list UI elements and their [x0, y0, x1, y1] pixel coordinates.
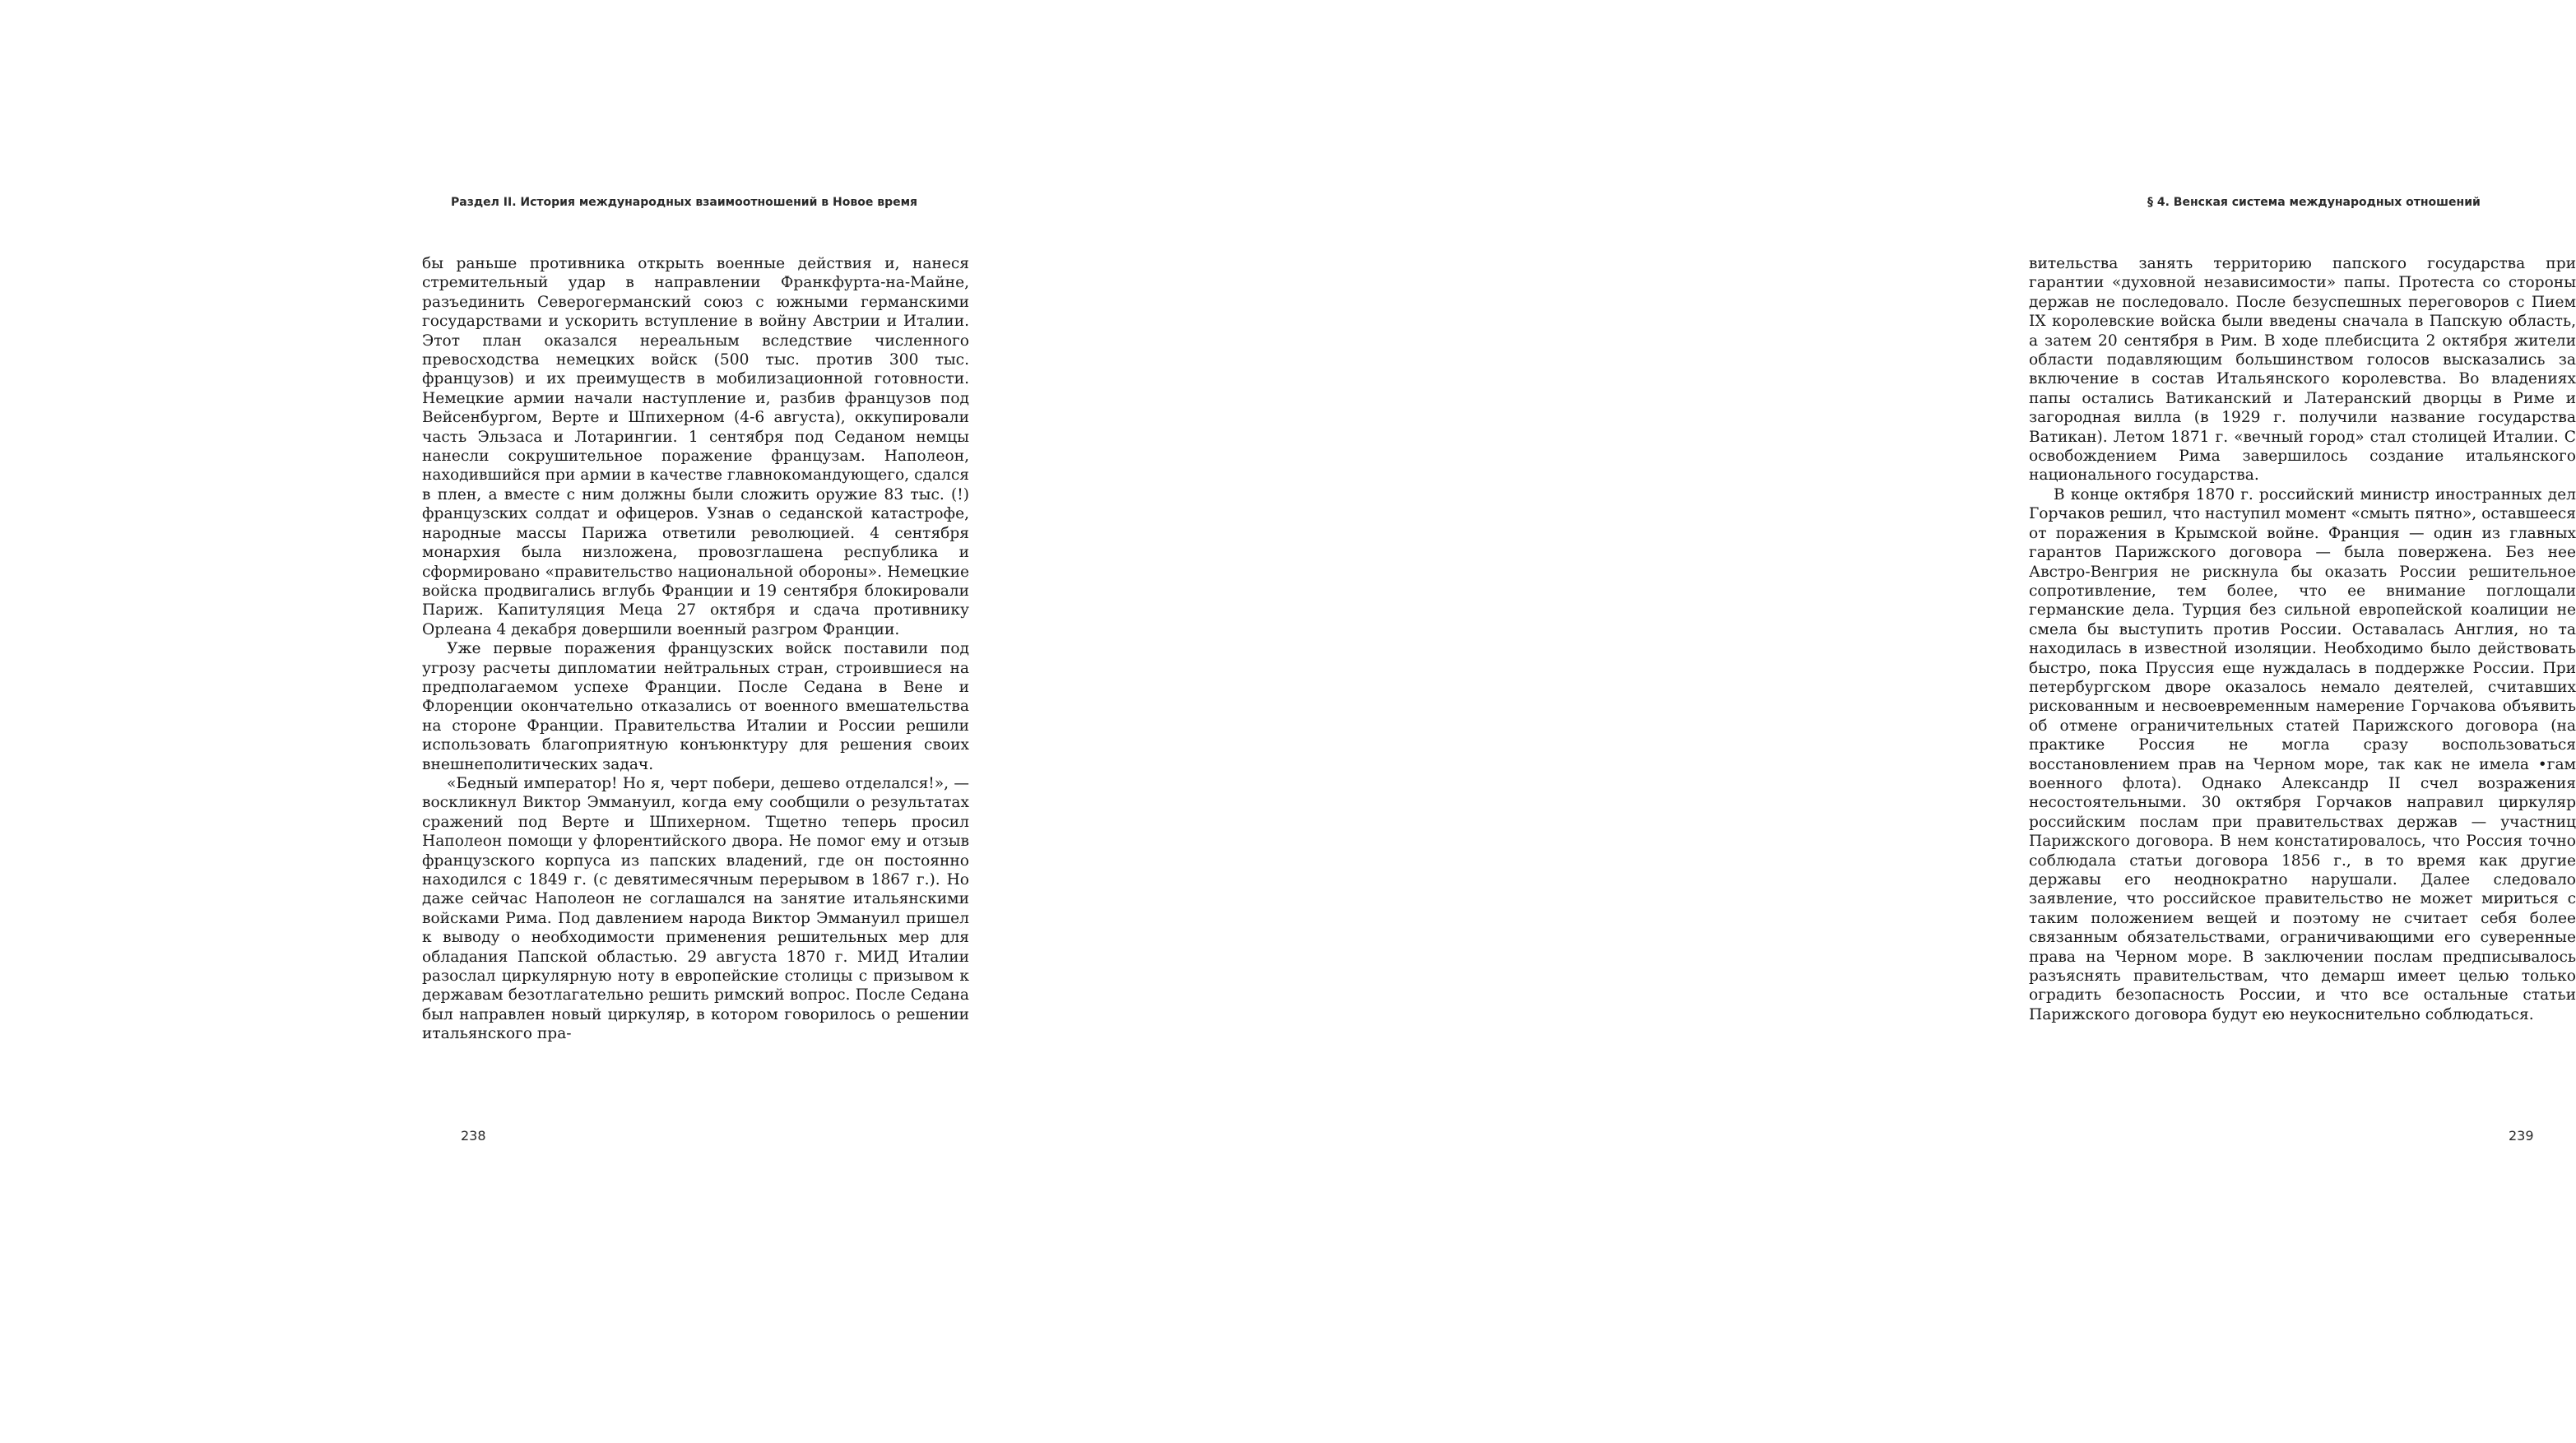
left-page: [0, 0, 1020, 1443]
paragraph: «Бедный император! Но я, черт побери, дешево отделался!», — воскликнул Виктор Эммануил, когда ему сообщили о результатах сражений под Верте и Шпихерном. Тщетно теперь просил Наполеон помощи у флорентийского двора. Не помог ему и отзыв французского корпуса из папских владений, где он постоянно находился с 1849 г. (с девятимесячным перерывом в 1867 г.). Но даже сейчас Наполеон не соглашался на занятие итальянскими войсками Рима. Под давлением народа Виктор Эммануил пришел к выводу о необходимости применения решительных мер для обладания Папской областью. 29 августа 1870 г. МИД Италии разослал циркулярную ноту в европейские столицы с призывом к державам безотлагательно решить римский вопрос. После Седана был направлен новый циркуляр, в котором говорилось о решении итальянского пра-: [422, 774, 969, 1043]
paragraph: Уже первые поражения французских войск поставили под угрозу расчеты дипломатии нейтральных стран, строившиеся на предполагаемом успехе Франции. После Седана в Вене и Флоренции окончательно отказались от военного вмешательства на стороне Франции. Правительства Италии и России решили использовать благоприятную конъюнктуру для решения своих внешнеполитических задач.: [422, 640, 969, 773]
body-text: [422, 254, 969, 1044]
right-page: [1020, 0, 2576, 1443]
paragraph: В конце октября 1870 г. российский министр иностранных дел Горчаков решил, что наступил момент «смыть пятно», оставшееся от поражения в Крымской войне. Франция — один из главных гарантов Парижского договора — была повержена. Без нее Австро-Венгрия не рискнула бы оказать России решительное сопротивление, тем более, что ее внимание поглощали германские дела. Турция без сильной европейской коалиции не смела бы выступить против России. Оставалась Англия, но та находилась в известной изоляции. Необходимо было действовать быстро, пока Пруссия еще нуждалась в поддержке России. При петербургском дворе оказалось немало деятелей, считавших рискованным и несвоевременным намерение Горчакова объявить об отмене ограничительных статей Парижского договора (на практике Россия не могла сразу воспользоваться восстановлением прав на Черном море, так как не имела •гам военного флота). Однако Александр II счел возражения несостоятельными. 30 октября Горчаков направил циркуляр российским послам при правительствах держав — участниц Парижского договора. В нем констатировалось, что Россия точно соблюдала статьи договора 1856 г., в то время как другие державы его неоднократно нарушали. Далее следовало заявление, что российское правительство не может мириться с таким положением вещей и поэтому не считает себя более связанным обязательствами, ограничивающими его суверенные права на Черном море. В заключении послам предписывалось разъяснять правительствам, что демарш имеет целью только оградить безопасность России, и что все остальные статьи Парижского договора будут ею неукоснительно соблюдаться.: [2029, 485, 2576, 1023]
running-head: Раздел II. История международных взаимоотношений в Новое время: [451, 196, 918, 209]
page-number: 238: [461, 1128, 486, 1144]
paragraph: бы раньше противника открыть военные действия и, нанеся стремительный удар в направлении Франкфурта-на-Майне, разъединить Северогерманский союз с южными германскими государствами и ускорить вступление в войну Австрии и Италии. Этот план оказался нереальным вследствие численного превосходства немецких войск (500 тыс. против 300 тыс. французов) и их преимуществ в мобилизационной готовности. Немецкие армии начали наступление и, разбив французов под Вейсенбургом, Верте и Шпихерном (4-6 августа), оккупировали часть Эльзаса и Лотарингии. 1 сентября под Седаном немцы нанесли сокрушительное поражение французам. Наполеон, находившийся при армии в качестве главнокомандующего, сдался в плен, а вместе с ним должны были сложить оружие 83 тыс. (!) французских солдат и офицеров. Узнав о седанской катастрофе, народные массы Парижа ответили революцией. 4 сентября монархия была низложена, провозглашена республика и сформировано «правительство национальной обороны». Немецкие войска продвигались вглубь Франции и 19 сентября блокировали Париж. Капитуляция Меца 27 октября и сдача противнику Орлеана 4 декабря довершили военный разгром Франции.: [422, 255, 969, 638]
page-number: 239: [2509, 1128, 2534, 1144]
paragraph: вительства занять территорию папского государства при гарантии «духовной независимости» папы. Протеста со стороны держав не последовало. После безуспешных переговоров с Пием IX королевские войска были введены сначала в Папскую область, а затем 20 сентября в Рим. В ходе плебисцита 2 октября жители области подавляющим большинством голосов высказались за включение в состав Итальянского королевства. Во владениях папы остались Ватиканский и Латеранский дворцы в Риме и загородная вилла (в 1929 г. получили название государства Ватикан). Летом 1871 г. «вечный город» стал столицей Италии. С освобождением Рима завершилось создание итальянского национального государства.: [2029, 255, 2576, 485]
body-text: [2029, 254, 2576, 1024]
running-head: § 4. Венская система международных отношений: [2147, 196, 2481, 209]
